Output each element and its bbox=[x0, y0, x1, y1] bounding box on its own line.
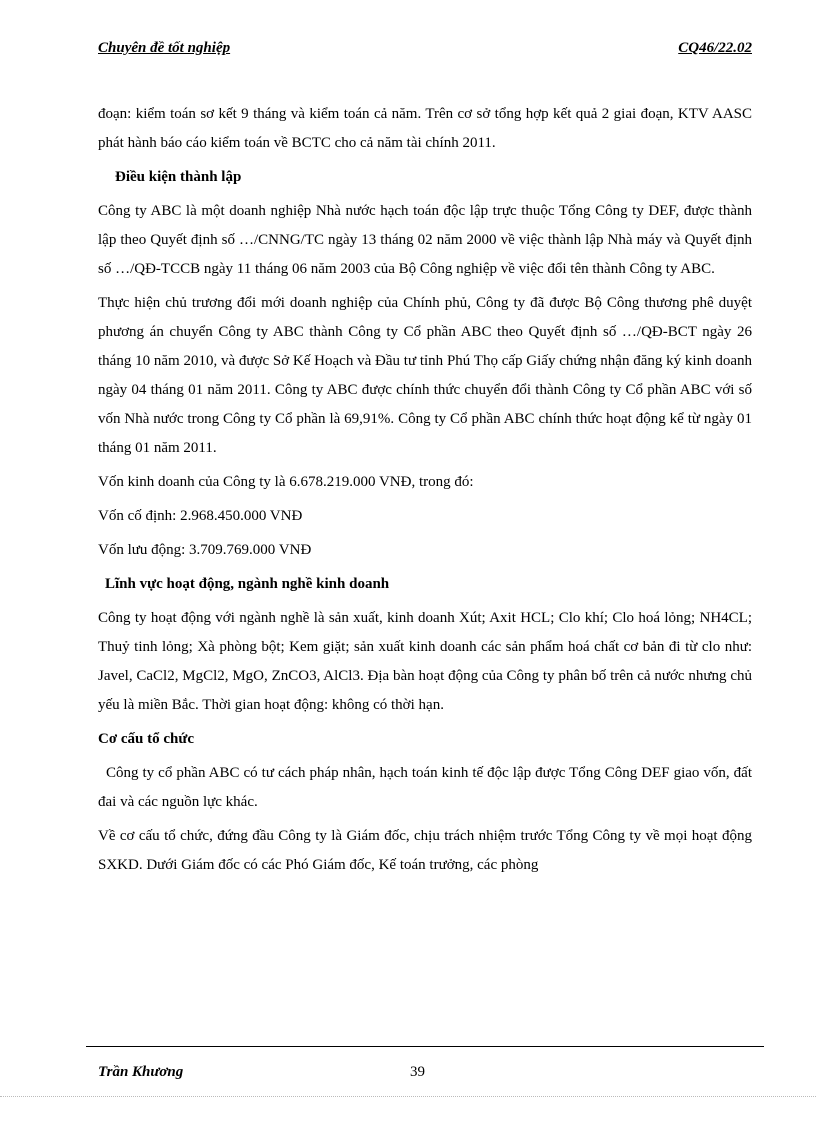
paragraph: Công ty cổ phần ABC có tư cách pháp nhân, hạch toán kinh tế độc lập được Tổng Công DEF giao vốn, đất đai và các nguồn lực khác. bbox=[98, 765, 752, 810]
header-code: CQ46/22.02 bbox=[678, 40, 752, 56]
paragraph: Công ty ABC là một doanh nghiệp Nhà nước hạch toán độc lập trực thuộc Tổng Công ty DEF, được thành lập theo Quyết định số …/CNNG/TC ngày 13 tháng 02 năm 2000 về việc thành lập Nhà máy và Quyết định số …/QĐ-TCCB ngày 11 tháng 06 năm 2003 của Bộ Công nghiệp về việc đổi tên thành Công ty ABC. bbox=[98, 203, 752, 277]
paragraph: Công ty hoạt động với ngành nghề là sản xuất, kinh doanh Xút; Axit HCL; Clo khí; Clo hoá lỏng; NH4CL; Thuỷ tinh lỏng; Xà phòng bột; Kem giặt; sản xuất kinh doanh các sản phẩm hoá chất cơ bản đi từ clo như: Javel, CaCl2, MgCl2, MgO, ZnCO3, AlCl3. Địa bàn hoạt động của Công ty phân bố trên cả nước nhưng chủ yếu là miền Bắc. Thời gian hoạt động: không có thời hạn. bbox=[98, 610, 752, 713]
footer-author: Trần Khương bbox=[98, 1064, 184, 1080]
section-heading: Lĩnh vực hoạt động, ngành nghề kinh doanh bbox=[105, 576, 390, 592]
paragraph: Vốn kinh doanh của Công ty là 6.678.219.000 VNĐ, trong đó: bbox=[98, 474, 474, 490]
footer-divider bbox=[86, 1046, 764, 1047]
paragraph: Thực hiện chủ trương đổi mới doanh nghiệp của Chính phủ, Công ty đã được Bộ Công thương phê duyệt phương án chuyển Công ty ABC thành Công ty Cổ phần ABC theo Quyết định số …/QĐ-BCT ngày 26 tháng 10 năm 2010, và được Sở Kế Hoạch và Đầu tư tỉnh Phú Thọ cấp Giấy chứng nhận đăng ký kinh doanh ngày 04 tháng 01 năm 2011. Công ty ABC được chính thức chuyển đổi thành Công ty Cổ phần ABC với số vốn Nhà nước trong Công ty Cổ phần là 69,91%. Công ty Cổ phần ABC chính thức hoạt động kể từ ngày 01 tháng 01 năm 2011. bbox=[98, 295, 752, 456]
paragraph: đoạn: kiểm toán sơ kết 9 tháng và kiểm toán cả năm. Trên cơ sở tổng hợp kết quả 2 giai đoạn, KTV AASC phát hành báo cáo kiểm toán về BCTC cho cả năm tài chính 2011. bbox=[98, 106, 752, 151]
paragraph: Vốn lưu động: 3.709.769.000 VNĐ bbox=[98, 542, 312, 558]
section-heading: Điều kiện thành lập bbox=[115, 169, 242, 185]
paragraph: Về cơ cấu tổ chức, đứng đầu Công ty là Giám đốc, chịu trách nhiệm trước Tổng Công ty về mọi hoạt động SXKD. Dưới Giám đốc có các Phó Giám đốc, Kế toán trưởng, các phòng bbox=[98, 828, 752, 873]
header-title: Chuyên đề tốt nghiệp bbox=[98, 40, 231, 56]
document-body bbox=[98, 100, 752, 885]
page-number: 39 bbox=[410, 1064, 425, 1080]
section-heading: Cơ cấu tổ chức bbox=[98, 731, 195, 747]
page-break-line bbox=[0, 1096, 816, 1097]
paragraph: Vốn cố định: 2.968.450.000 VNĐ bbox=[98, 508, 303, 524]
